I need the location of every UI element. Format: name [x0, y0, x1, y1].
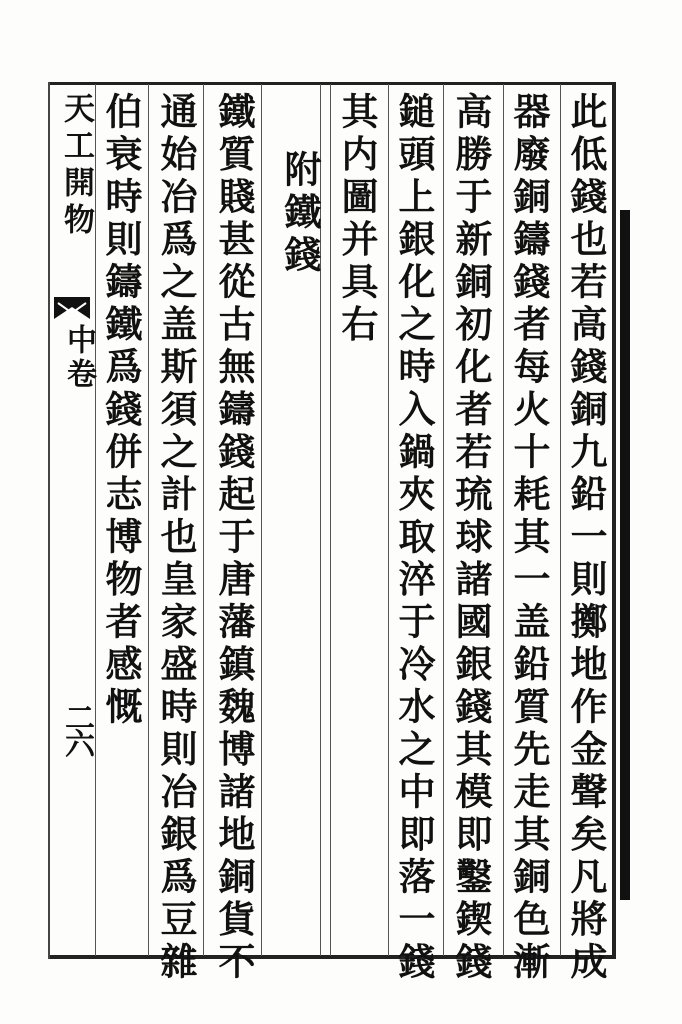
section-heading: 附鐵錢 — [278, 150, 322, 278]
column-rule — [560, 84, 561, 956]
text-column-3: 高勝于新銅初化者若琉球諸國銀錢其模即鑿鍥錢 — [449, 92, 493, 985]
column-rule — [148, 84, 149, 956]
fishtail-mark-icon — [54, 297, 90, 319]
page-number: 二六 — [59, 702, 94, 754]
text-column-5: 其内圖并具右 — [335, 92, 379, 347]
frame-right-border — [612, 82, 616, 959]
column-rule — [443, 84, 444, 956]
text-column-9: 伯衰時則鑄鐵爲錢併志博物者感慨 — [99, 92, 143, 730]
text-column-2: 器廢銅鑄錢者每火十耗其一盖鉛質先走其銅色漸 — [507, 92, 551, 985]
frame-left-border — [48, 82, 50, 959]
column-rule — [503, 84, 504, 956]
column-rule — [388, 84, 389, 956]
column-rule — [330, 84, 331, 956]
binding-edge-shadow — [620, 210, 630, 900]
volume-label: 中卷 — [61, 324, 96, 392]
text-column-7: 鐵質賤甚從古無鑄錢起于唐藩鎮魏博諸地銅貨不 — [212, 92, 256, 985]
column-rule — [261, 84, 262, 956]
text-column-8: 通始冶爲之盖斯須之計也皇家盛時則冶銀爲豆雜 — [154, 92, 198, 985]
book-title: 天工開物 — [58, 92, 94, 240]
column-rule — [203, 84, 204, 956]
text-column-1: 此低錢也若高錢銅九鉛一則擲地作金聲矣凡將成 — [564, 92, 608, 985]
block-heart-margin — [54, 92, 96, 952]
text-column-4: 鎚頭上銀化之時入鍋夾取淬于冷水之中即落一錢 — [392, 92, 436, 985]
